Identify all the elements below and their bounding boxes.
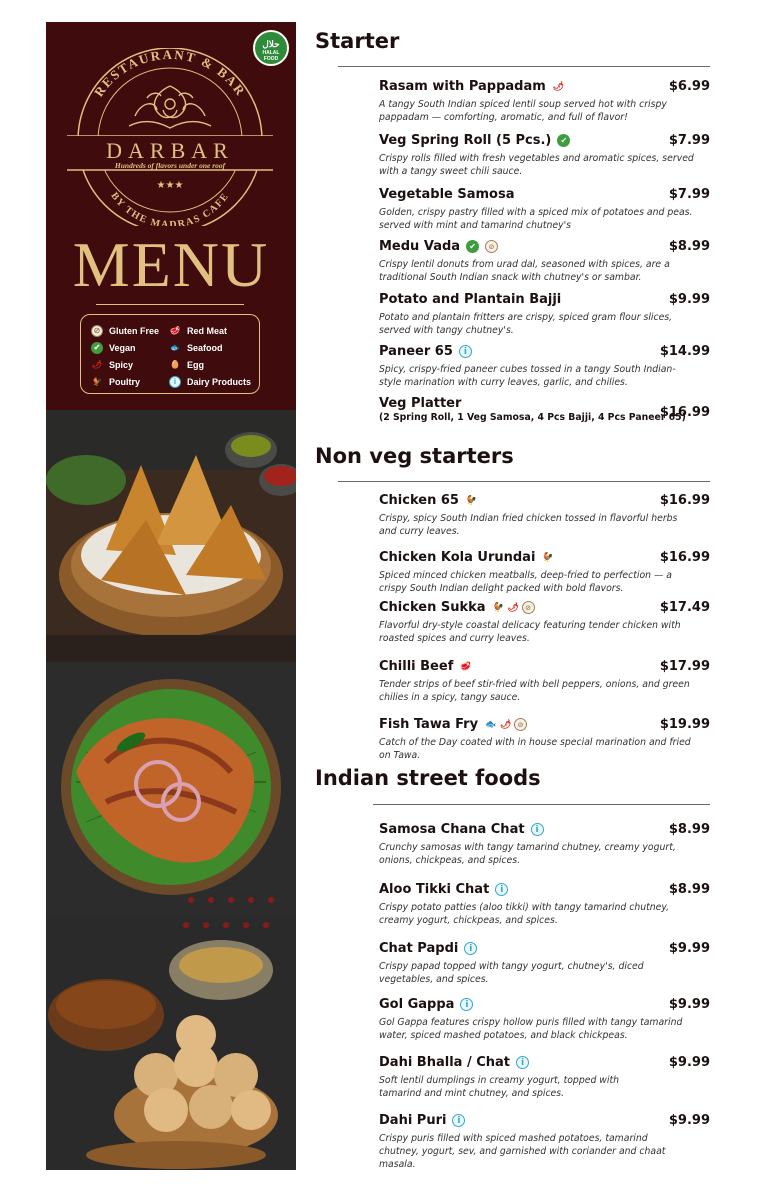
menu-item-aloo-tikki-chat <box>379 882 710 927</box>
menu-item-samosa-chana-chat <box>379 822 710 867</box>
item-contents: (2 Spring Roll, 1 Veg Samosa, 4 Pcs Bajji, 4 Pcs Paneer 65) <box>379 412 686 423</box>
red-meat-icon: 🥩 <box>170 326 180 335</box>
menu-title-divider <box>96 304 244 305</box>
section-divider <box>373 804 710 805</box>
dairy-icon: i <box>460 998 473 1011</box>
item-description: Crispy papad topped with tangy yogurt, chutney's, diced vegetables, and spices. <box>379 961 644 985</box>
gluten-free-icon: ⊘ <box>522 601 535 614</box>
item-description: Crispy potato patties (aloo tikki) with tangy tamarind chutney, creamy yogurt, chickpeas, and spices. <box>379 902 670 926</box>
item-price: $16.99 <box>659 405 710 420</box>
spicy-icon: 🌶 <box>499 719 512 730</box>
dairy-icon: i <box>464 942 477 955</box>
menu-item-medu-vada <box>379 239 710 284</box>
dairy-icon: i <box>459 345 472 358</box>
item-name: Chicken Sukka <box>379 600 486 615</box>
item-description: Crispy lentil donuts from urad dal, seasoned with spices, are a traditional South Indian snack with chutney's or sambar. <box>379 259 670 283</box>
legend-column-right <box>169 322 251 390</box>
poultry-icon: 🐓 <box>92 377 102 386</box>
logo-emblem <box>67 48 273 226</box>
legend-label: Spicy <box>109 359 134 370</box>
menu-item-chilli-beef <box>379 659 710 704</box>
item-description: Crispy puris filled with spiced mashed potatoes, tamarind chutney, yogurt, sev, and garnished with coriander and chaat masala. <box>379 1133 666 1170</box>
poultry-icon: 🐓 <box>465 495 478 506</box>
logo-name: DARBAR <box>106 138 234 163</box>
legend-item-gluten-free <box>91 322 159 339</box>
item-price: $17.49 <box>659 600 710 615</box>
menu-item-chicken-65 <box>379 493 710 538</box>
legend-item-egg <box>169 356 251 373</box>
item-price: $9.99 <box>668 1055 710 1070</box>
svg-text:RESTAURANT & BAR <box>91 48 249 99</box>
menu-item-veg-spring-roll <box>379 133 710 178</box>
item-price: $9.99 <box>668 941 710 956</box>
dairy-icon: i <box>452 1114 465 1127</box>
item-description: Crispy rolls filled with fresh vegetables and aromatic spices, served with a tangy sweet chili sauce. <box>379 153 694 177</box>
legend-item-dairy <box>169 373 251 390</box>
item-price: $9.99 <box>668 997 710 1012</box>
legend-label: Red Meat <box>187 325 228 336</box>
section-title-starter: Starter <box>315 29 400 53</box>
item-price: $19.99 <box>659 717 710 732</box>
logo-tagline: Hundreds of flavors under one roof <box>114 161 226 170</box>
item-price: $17.99 <box>659 659 710 674</box>
dairy-icon: i <box>169 376 181 388</box>
item-name: Rasam with Pappadam <box>379 79 546 94</box>
item-price: $16.99 <box>659 550 710 565</box>
legend-item-seafood <box>169 339 251 356</box>
item-description: Golden, crispy pastry filled with a spiced mix of potatoes and peas. served with mint and tamarind chutney's <box>379 207 693 231</box>
section-divider <box>338 66 710 67</box>
menu-item-rasam <box>379 79 710 124</box>
item-description: Flavorful dry-style coastal delicacy featuring tender chicken with roasted spices and curry leaves. <box>379 620 681 644</box>
item-description: Gol Gappa features crispy hollow puris filled with tangy tamarind water, spiced mashed potatoes, and black chickpeas. <box>379 1017 683 1041</box>
logo-stars: ★★★ <box>156 180 184 191</box>
item-name: Chilli Beef <box>379 659 454 674</box>
item-name: Gol Gappa <box>379 997 455 1012</box>
legend-label: Egg <box>187 359 204 370</box>
item-description: Catch of the Day coated with in house special marination and fried on Tawa. <box>379 737 691 761</box>
menu-item-gol-gappa <box>379 997 710 1042</box>
item-price: $8.99 <box>668 882 710 897</box>
item-price: $7.99 <box>668 187 710 202</box>
dairy-icon: i <box>495 883 508 896</box>
fish-tawa-photo <box>46 662 296 915</box>
poultry-icon: 🐓 <box>492 602 504 613</box>
menu-title: MENU <box>72 229 270 300</box>
item-price: $6.99 <box>668 79 710 94</box>
item-description: Soft lentil dumplings in creamy yogurt, topped with tamarind and mint chutney, and spices. <box>379 1075 620 1099</box>
item-description: Spicy, crispy-fried paneer cubes tossed in a tangy South Indian-style marination with curry leaves, garlic, and chilies. <box>379 364 676 388</box>
menu-item-chicken-sukka <box>379 600 710 645</box>
item-price: $9.99 <box>668 1113 710 1128</box>
spicy-icon: 🌶 <box>91 360 103 369</box>
legend-label: Gluten Free <box>109 325 160 336</box>
item-price: $16.99 <box>659 493 710 508</box>
menu-item-chat-papdi <box>379 941 710 986</box>
section-divider <box>338 481 710 482</box>
item-description: Crispy, spicy South Indian fried chicken tossed in flavorful herbs and curry leaves. <box>379 513 678 537</box>
item-description: A tangy South Indian spiced lentil soup served hot with crispy pappadam — comforting, aromatic, and full of flavor! <box>379 99 667 123</box>
item-name: Medu Vada <box>379 239 461 254</box>
egg-icon: 🥚 <box>170 360 180 369</box>
item-name: Dahi Puri <box>379 1113 447 1128</box>
item-name: Veg Platter <box>379 396 462 411</box>
section-title-indian-street-foods: Indian street foods <box>315 766 541 790</box>
item-name: Vegetable Samosa <box>379 187 515 202</box>
menu-item-chicken-kola-urundai <box>379 550 710 595</box>
item-price: $7.99 <box>668 133 710 148</box>
menu-item-dahi-puri <box>379 1113 710 1171</box>
item-description: Potato and plantain fritters are crispy, spiced gram flour slices, served with tangy chutney's. <box>379 312 673 336</box>
item-description: Tender strips of beef stir-fried with bell peppers, onions, and green chilies in a spicy, tangy sauce. <box>379 679 690 703</box>
gluten-free-icon: ⊘ <box>91 325 103 337</box>
legend-label: Vegan <box>109 342 136 353</box>
item-name: Fish Tawa Fry <box>379 717 479 732</box>
dairy-icon: i <box>516 1056 529 1069</box>
vegan-icon: ✔ <box>466 240 479 253</box>
item-price: $8.99 <box>668 822 710 837</box>
restaurant-logo <box>67 48 273 226</box>
logo-arc-text: RESTAURANT & BAR <box>90 48 250 100</box>
item-price: $8.99 <box>668 239 710 254</box>
dietary-legend <box>80 314 260 394</box>
vegan-icon: ✔ <box>91 342 103 354</box>
halal-badge-text: حلال <box>262 39 280 49</box>
menu-item-paneer-65 <box>379 344 710 389</box>
samosa-photo <box>46 410 296 662</box>
item-name: Potato and Plantain Bajji <box>379 292 562 307</box>
item-name: Chat Papdi <box>379 941 459 956</box>
gluten-free-icon: ⊘ <box>514 718 527 731</box>
item-description: Crunchy samosas with tangy tamarind chutney, creamy yogurt, onions, chickpeas, and spices. <box>379 842 676 866</box>
halal-badge-caption: HALAL FOOD <box>262 50 280 62</box>
red-meat-icon: 🥩 <box>460 661 472 672</box>
legend-item-poultry <box>91 373 159 390</box>
section-title-non-veg-starters: Non veg starters <box>315 444 514 468</box>
logo-bottom-arc: BY THE MADRAS CAFE <box>108 190 232 226</box>
gluten-free-icon: ⊘ <box>485 240 498 253</box>
legend-item-vegan <box>91 339 159 356</box>
legend-column-left <box>91 322 159 390</box>
menu-item-dahi-bhalla-chat <box>379 1055 710 1100</box>
legend-label: Seafood <box>187 342 223 353</box>
item-price: $9.99 <box>668 292 710 307</box>
menu-item-potato-plantain-bajji <box>379 292 710 337</box>
legend-item-red-meat <box>169 322 251 339</box>
menu-item-fish-tawa-fry <box>379 717 710 762</box>
seafood-icon: 🐟 <box>170 343 180 352</box>
legend-label: Poultry <box>109 376 141 387</box>
legend-item-spicy <box>91 356 159 373</box>
spicy-icon: 🌶 <box>552 81 565 92</box>
seafood-icon: 🐟 <box>484 719 497 730</box>
item-name: Veg Spring Roll (5 Pcs.) <box>379 133 552 148</box>
left-panel <box>46 22 296 1170</box>
item-name: Chicken 65 <box>379 493 459 508</box>
poultry-icon: 🐓 <box>542 552 554 563</box>
dairy-icon: i <box>531 823 544 836</box>
gol-gappa-photo <box>46 915 296 1170</box>
menu-item-vegetable-samosa <box>379 187 710 232</box>
brand-panel <box>46 22 296 410</box>
menu-item-veg-platter <box>379 396 710 423</box>
item-description: Spiced minced chicken meatballs, deep-fried to perfection — a crispy South Indian delight packed with bold flavors. <box>379 570 672 594</box>
vegan-icon: ✔ <box>557 134 570 147</box>
item-name: Chicken Kola Urundai <box>379 550 536 565</box>
item-name: Paneer 65 <box>379 344 453 359</box>
item-name: Samosa Chana Chat <box>379 822 525 837</box>
spicy-icon: 🌶 <box>507 602 519 613</box>
item-name: Aloo Tikki Chat <box>379 882 490 897</box>
legend-label: Dairy Products <box>187 376 252 387</box>
item-price: $14.99 <box>659 344 710 359</box>
item-name: Dahi Bhalla / Chat <box>379 1055 511 1070</box>
